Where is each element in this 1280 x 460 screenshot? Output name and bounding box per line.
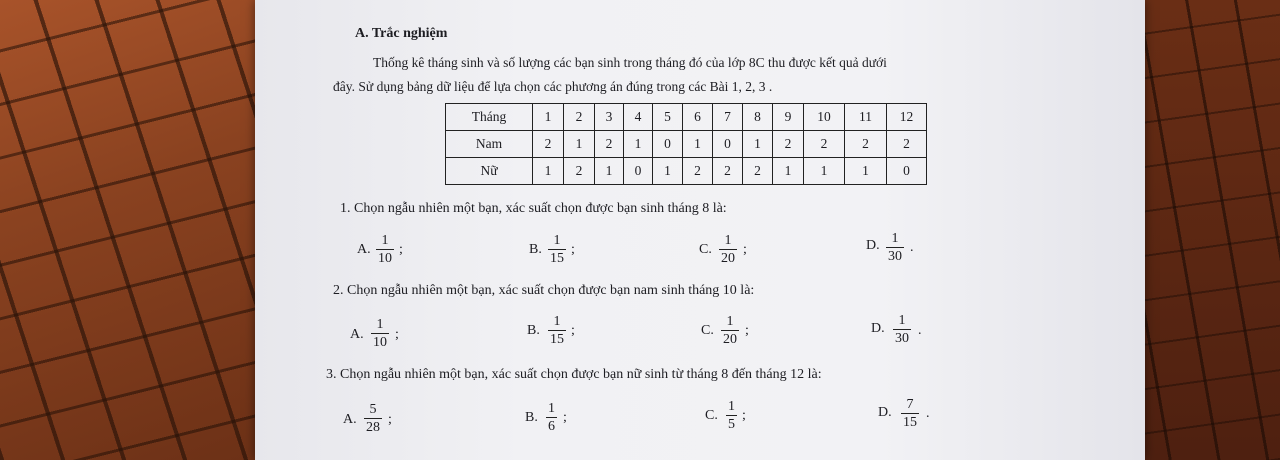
intro-line-2: đây. Sử dụng bảng dữ liệu để lựa chọn các phương án đúng trong các Bài 1, 2, 3 . bbox=[333, 79, 773, 94]
q1-option-a-label: A. bbox=[357, 242, 371, 257]
q1-option-a-fraction bbox=[376, 233, 394, 267]
q1-option-c-label: C. bbox=[699, 242, 712, 257]
q3-option-b-label: B. bbox=[525, 410, 538, 425]
q2-option-c-label: C. bbox=[701, 323, 714, 338]
separator: ; bbox=[395, 327, 399, 342]
header-cell: 7 bbox=[713, 104, 743, 131]
table-header-row bbox=[446, 104, 927, 131]
numerator: 5 bbox=[369, 402, 377, 417]
header-cell: 11 bbox=[845, 104, 887, 131]
q2-option-b-fraction bbox=[548, 314, 566, 348]
separator: . bbox=[910, 240, 914, 255]
q2-option-b-label: B. bbox=[527, 323, 540, 338]
header-cell: 3 bbox=[595, 104, 624, 131]
q2-option-c-fraction bbox=[721, 314, 739, 348]
q3-option-b-fraction bbox=[546, 401, 557, 435]
table-cell: 2 bbox=[564, 158, 595, 185]
table-cell: 2 bbox=[887, 131, 927, 158]
q3-option-c-label: C. bbox=[705, 408, 718, 423]
denominator: 10 bbox=[378, 251, 392, 266]
table-cell: 0 bbox=[653, 131, 683, 158]
q3-option-d-fraction bbox=[901, 397, 919, 431]
q1-option-d-label: D. bbox=[866, 238, 880, 253]
table-cell: 2 bbox=[713, 158, 743, 185]
q2-option-a-label: A. bbox=[350, 327, 364, 342]
table-cell: 2 bbox=[773, 131, 804, 158]
separator: ; bbox=[399, 242, 403, 257]
numerator: 1 bbox=[548, 401, 555, 416]
denominator: 30 bbox=[888, 249, 902, 264]
q2-option-d-label: D. bbox=[871, 321, 885, 336]
section-title: A. Trắc nghiệm bbox=[355, 26, 448, 41]
table-cell: 1 bbox=[804, 158, 845, 185]
separator: ; bbox=[563, 410, 567, 425]
numerator: 1 bbox=[381, 233, 389, 248]
table-cell: 1 bbox=[653, 158, 683, 185]
numerator: 1 bbox=[553, 233, 561, 248]
q3-option-c-fraction bbox=[726, 399, 737, 433]
numerator: 1 bbox=[898, 313, 906, 328]
table-row-nam bbox=[446, 131, 927, 158]
separator: . bbox=[926, 406, 930, 421]
denominator: 30 bbox=[895, 331, 909, 346]
q1-option-c-fraction bbox=[719, 233, 737, 267]
birth-month-table bbox=[445, 103, 927, 185]
table-cell: 1 bbox=[845, 158, 887, 185]
denominator: 6 bbox=[548, 419, 555, 434]
q2-option-a-fraction bbox=[371, 317, 389, 351]
q2-option-d-fraction bbox=[893, 313, 911, 347]
separator: ; bbox=[571, 242, 575, 257]
q3-option-d-label: D. bbox=[878, 405, 892, 420]
row-label: Nữ bbox=[446, 158, 533, 185]
q3-option-a-fraction bbox=[364, 402, 382, 436]
header-cell: 12 bbox=[887, 104, 927, 131]
denominator: 15 bbox=[903, 415, 917, 430]
question-1-text: 1. Chọn ngẫu nhiên một bạn, xác suất chọn được bạn sinh tháng 8 là: bbox=[340, 201, 727, 216]
header-cell: 9 bbox=[773, 104, 804, 131]
separator: ; bbox=[743, 242, 747, 257]
table-cell: 2 bbox=[845, 131, 887, 158]
table-cell: 0 bbox=[713, 131, 743, 158]
table-cell: 0 bbox=[887, 158, 927, 185]
numerator: 1 bbox=[553, 314, 561, 329]
numerator: 1 bbox=[724, 233, 732, 248]
denominator: 28 bbox=[366, 420, 380, 435]
table-cell: 1 bbox=[564, 131, 595, 158]
header-cell: 1 bbox=[533, 104, 564, 131]
table-cell: 2 bbox=[683, 158, 713, 185]
q1-option-b-label: B. bbox=[529, 242, 542, 257]
table-cell: 0 bbox=[624, 158, 653, 185]
denominator: 5 bbox=[728, 417, 735, 432]
table-cell: 2 bbox=[595, 131, 624, 158]
header-cell: 4 bbox=[624, 104, 653, 131]
q1-option-b-fraction bbox=[548, 233, 566, 267]
q1-option-d-fraction bbox=[886, 231, 904, 265]
separator: ; bbox=[388, 412, 392, 427]
separator: ; bbox=[742, 408, 746, 423]
q3-option-a-label: A. bbox=[343, 412, 357, 427]
table-cell: 2 bbox=[743, 158, 773, 185]
table-row-nu bbox=[446, 158, 927, 185]
table-cell: 2 bbox=[804, 131, 845, 158]
table-cell: 2 bbox=[533, 131, 564, 158]
denominator: 15 bbox=[550, 332, 564, 347]
separator: ; bbox=[571, 323, 575, 338]
table-cell: 1 bbox=[683, 131, 713, 158]
denominator: 15 bbox=[550, 251, 564, 266]
intro-line-1: Thống kê tháng sinh và số lượng các bạn sinh trong tháng đó của lớp 8C thu được kết quả dưới bbox=[373, 55, 887, 70]
numerator: 1 bbox=[376, 317, 384, 332]
question-2-text: 2. Chọn ngẫu nhiên một bạn, xác suất chọn được bạn nam sinh tháng 10 là: bbox=[333, 283, 755, 298]
denominator: 10 bbox=[373, 335, 387, 350]
question-3-text: 3. Chọn ngẫu nhiên một bạn, xác suất chọn được bạn nữ sinh từ tháng 8 đến tháng 12 là: bbox=[326, 367, 822, 382]
header-cell: 8 bbox=[743, 104, 773, 131]
header-cell: 10 bbox=[804, 104, 845, 131]
table-cell: 1 bbox=[743, 131, 773, 158]
numerator: 7 bbox=[906, 397, 914, 412]
header-cell: 5 bbox=[653, 104, 683, 131]
separator: ; bbox=[745, 323, 749, 338]
header-cell: Tháng bbox=[446, 104, 533, 131]
denominator: 20 bbox=[721, 251, 735, 266]
denominator: 20 bbox=[723, 332, 737, 347]
table-cell: 1 bbox=[624, 131, 653, 158]
header-cell: 2 bbox=[564, 104, 595, 131]
numerator: 1 bbox=[726, 314, 734, 329]
table-cell: 1 bbox=[773, 158, 804, 185]
numerator: 1 bbox=[728, 399, 735, 414]
header-cell: 6 bbox=[683, 104, 713, 131]
row-label: Nam bbox=[446, 131, 533, 158]
table-cell: 1 bbox=[595, 158, 624, 185]
table-cell: 1 bbox=[533, 158, 564, 185]
numerator: 1 bbox=[891, 231, 899, 246]
separator: . bbox=[918, 323, 922, 338]
